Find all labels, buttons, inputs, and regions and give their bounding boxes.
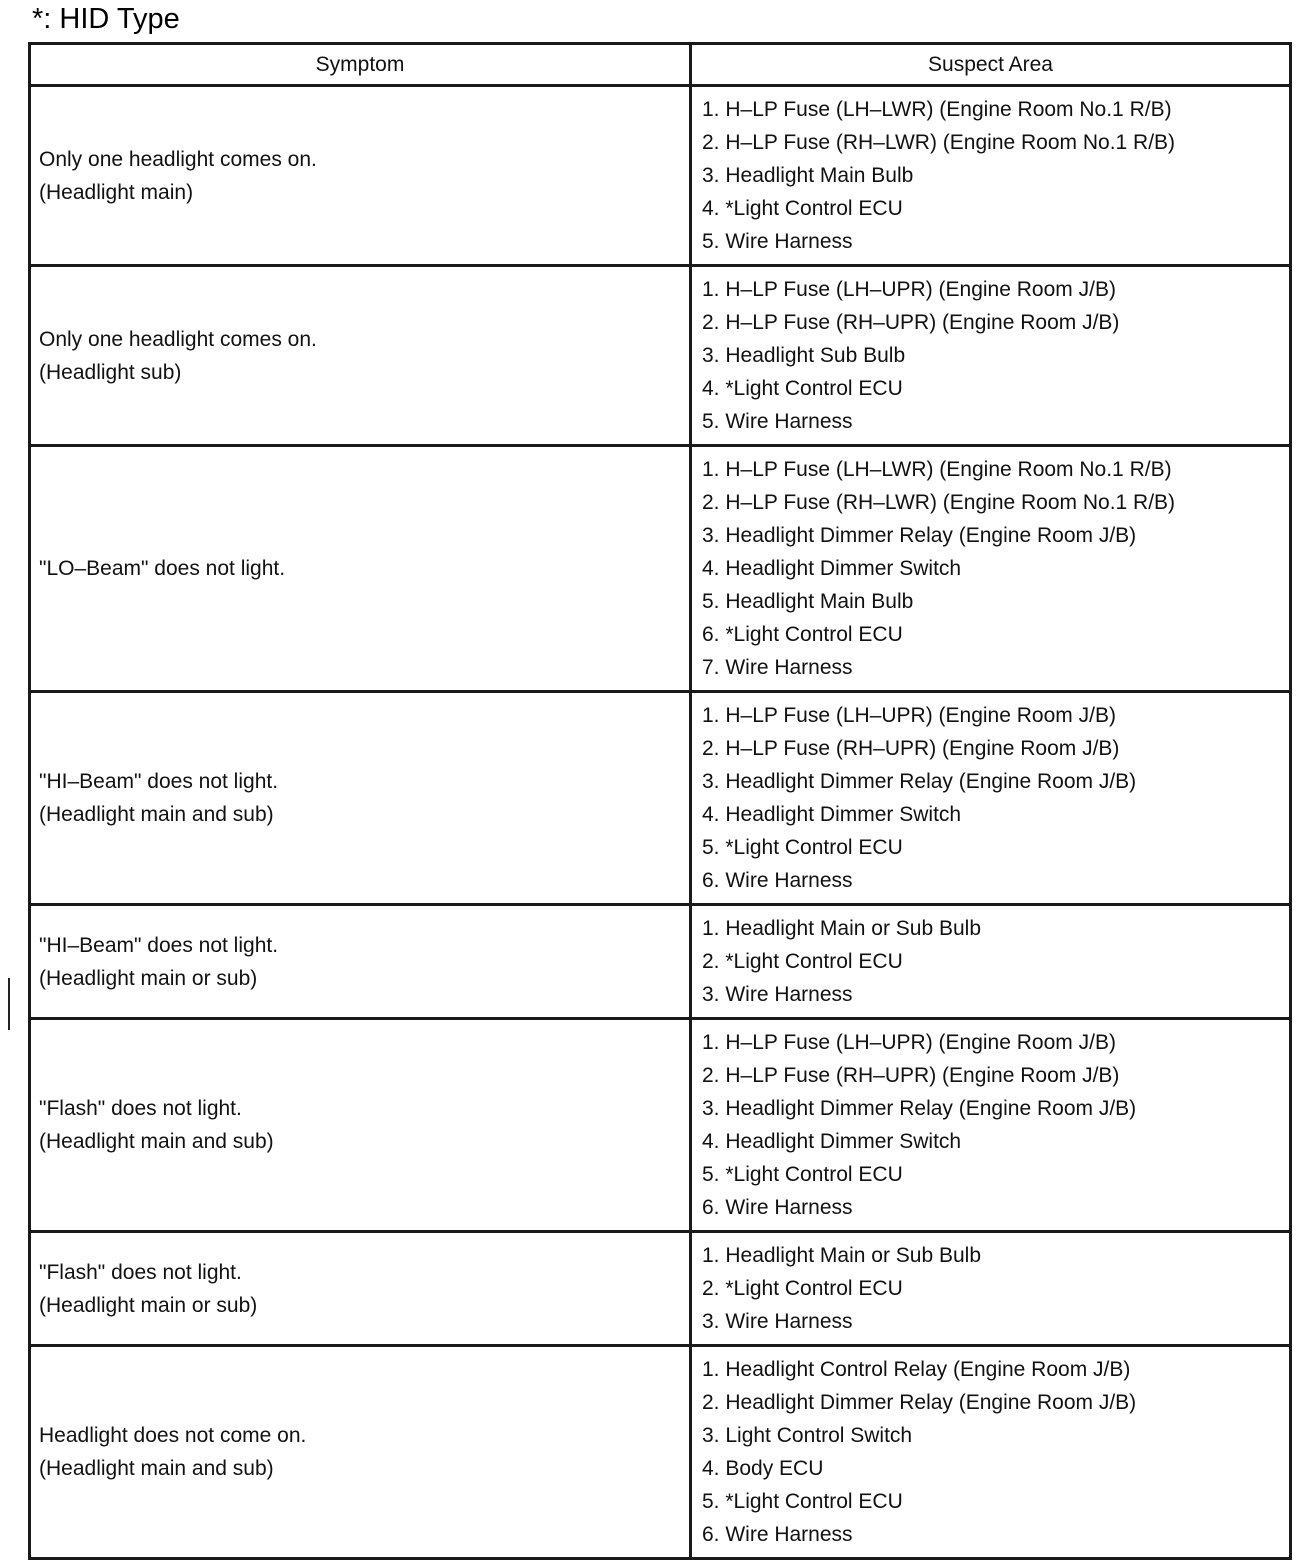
suspect-area-item: 2. *Light Control ECU (702, 1277, 903, 1300)
header-symptom: Symptom (30, 44, 691, 86)
table-row (30, 266, 1291, 446)
suspect-area-item: 4. Headlight Dimmer Switch (702, 1130, 962, 1153)
symptom-text: (Headlight sub) (39, 360, 182, 384)
suspect-area-item: 1. Headlight Control Relay (Engine Room J/B) (702, 1358, 1131, 1381)
symptom-text: "Flash" does not light. (39, 1097, 242, 1120)
symptom-text: (Headlight main or sub) (39, 1293, 258, 1317)
table-row (30, 1346, 1291, 1559)
suspect-area-item: 4. Headlight Dimmer Switch (702, 557, 962, 580)
suspect-area-item: 1. Headlight Main or Sub Bulb (702, 1244, 981, 1267)
suspect-area-item: 3. Wire Harness (702, 1310, 853, 1333)
suspect-area-cell (691, 86, 1291, 266)
table-row (30, 1019, 1291, 1232)
suspect-area-item: 3. Headlight Dimmer Relay (Engine Room J/B) (702, 770, 1137, 793)
suspect-area-item: 6. Wire Harness (702, 1196, 853, 1219)
symptom-text: (Headlight main) (39, 180, 194, 204)
suspect-area-item: 4. *Light Control ECU (702, 377, 903, 400)
symptom-text: "LO–Beam" does not light. (39, 557, 286, 580)
symptom-cell (30, 446, 691, 692)
suspect-area-item: 1. H–LP Fuse (LH–UPR) (Engine Room J/B) (702, 704, 1116, 727)
suspect-area-item: 3. Light Control Switch (702, 1424, 913, 1447)
symptom-text: (Headlight main or sub) (39, 966, 258, 990)
symptom-cell (30, 1346, 691, 1559)
symptom-text: (Headlight main and sub) (39, 1457, 274, 1480)
suspect-area-item: 3. Headlight Main Bulb (702, 164, 914, 187)
suspect-area-item: 5. Wire Harness (702, 230, 853, 253)
header-suspect-area: Suspect Area (691, 44, 1291, 86)
suspect-area-item: 2. H–LP Fuse (RH–UPR) (Engine Room J/B) (702, 737, 1120, 760)
suspect-area-item: 7. Wire Harness (702, 656, 853, 679)
suspect-area-cell (691, 266, 1291, 446)
symptom-text: Only one headlight comes on. (39, 327, 317, 351)
symptom-text: Headlight does not come on. (39, 1424, 307, 1447)
suspect-area-item: 3. Headlight Dimmer Relay (Engine Room J/B) (702, 1097, 1137, 1120)
suspect-area-cell (691, 692, 1291, 905)
suspect-area-item: 1. H–LP Fuse (LH–UPR) (Engine Room J/B) (702, 278, 1116, 301)
suspect-area-item: 6. *Light Control ECU (702, 623, 903, 646)
suspect-area-cell (691, 1346, 1291, 1559)
suspect-area-item: 3. Headlight Dimmer Relay (Engine Room J/B) (702, 524, 1137, 547)
table-row (30, 86, 1291, 266)
symptom-text: "Flash" does not light. (39, 1260, 242, 1284)
symptom-text: (Headlight main and sub) (39, 1130, 274, 1153)
suspect-area-item: 2. Headlight Dimmer Relay (Engine Room J/B) (702, 1391, 1137, 1414)
suspect-area-item: 2. *Light Control ECU (702, 950, 903, 973)
symptom-text: "HI–Beam" does not light. (39, 933, 279, 957)
suspect-area-cell (691, 905, 1291, 1019)
suspect-area-cell (691, 1232, 1291, 1346)
symptom-cell (30, 1232, 691, 1346)
symptom-cell (30, 266, 691, 446)
suspect-area-item: 1. Headlight Main or Sub Bulb (702, 917, 981, 940)
suspect-area-cell (691, 446, 1291, 692)
suspect-area-item: 6. Wire Harness (702, 1523, 853, 1546)
suspect-area-item: 3. Headlight Sub Bulb (702, 344, 906, 367)
suspect-area-item: 1. H–LP Fuse (LH–LWR) (Engine Room No.1 R/B) (702, 458, 1172, 481)
margin-change-bar (8, 978, 10, 1030)
suspect-area-item: 3. Wire Harness (702, 983, 853, 1006)
suspect-area-item: 2. H–LP Fuse (RH–LWR) (Engine Room No.1 R/B) (702, 131, 1176, 154)
suspect-area-item: 4. *Light Control ECU (702, 197, 903, 220)
suspect-area-item: 5. *Light Control ECU (702, 1163, 903, 1186)
page-title: *: HID Type (32, 3, 180, 35)
suspect-area-item: 1. H–LP Fuse (LH–UPR) (Engine Room J/B) (702, 1031, 1116, 1054)
suspect-area-cell (691, 1019, 1291, 1232)
suspect-area-item: 5. *Light Control ECU (702, 836, 903, 859)
suspect-area-item: 2. H–LP Fuse (RH–UPR) (Engine Room J/B) (702, 1064, 1120, 1087)
suspect-area-item: 4. Headlight Dimmer Switch (702, 803, 962, 826)
suspect-area-item: 1. H–LP Fuse (LH–LWR) (Engine Room No.1 R/B) (702, 98, 1172, 121)
suspect-area-item: 2. H–LP Fuse (RH–LWR) (Engine Room No.1 R/B) (702, 491, 1176, 514)
symptom-cell (30, 905, 691, 1019)
symptom-cell (30, 86, 691, 266)
suspect-area-item: 5. *Light Control ECU (702, 1490, 903, 1513)
suspect-area-item: 5. Headlight Main Bulb (702, 590, 914, 613)
table-row (30, 1232, 1291, 1346)
suspect-area-item: 5. Wire Harness (702, 410, 853, 433)
table-row (30, 446, 1291, 692)
table-header-row (30, 44, 1291, 86)
symptom-text: "HI–Beam" does not light. (39, 770, 279, 793)
diagnosis-table (28, 42, 1292, 1560)
suspect-area-item: 2. H–LP Fuse (RH–UPR) (Engine Room J/B) (702, 311, 1120, 334)
table-row (30, 692, 1291, 905)
symptom-cell (30, 692, 691, 905)
symptom-text: (Headlight main and sub) (39, 803, 274, 826)
symptom-text: Only one headlight comes on. (39, 147, 317, 171)
suspect-area-item: 4. Body ECU (702, 1457, 824, 1480)
symptom-cell (30, 1019, 691, 1232)
suspect-area-item: 6. Wire Harness (702, 869, 853, 892)
table-row (30, 905, 1291, 1019)
